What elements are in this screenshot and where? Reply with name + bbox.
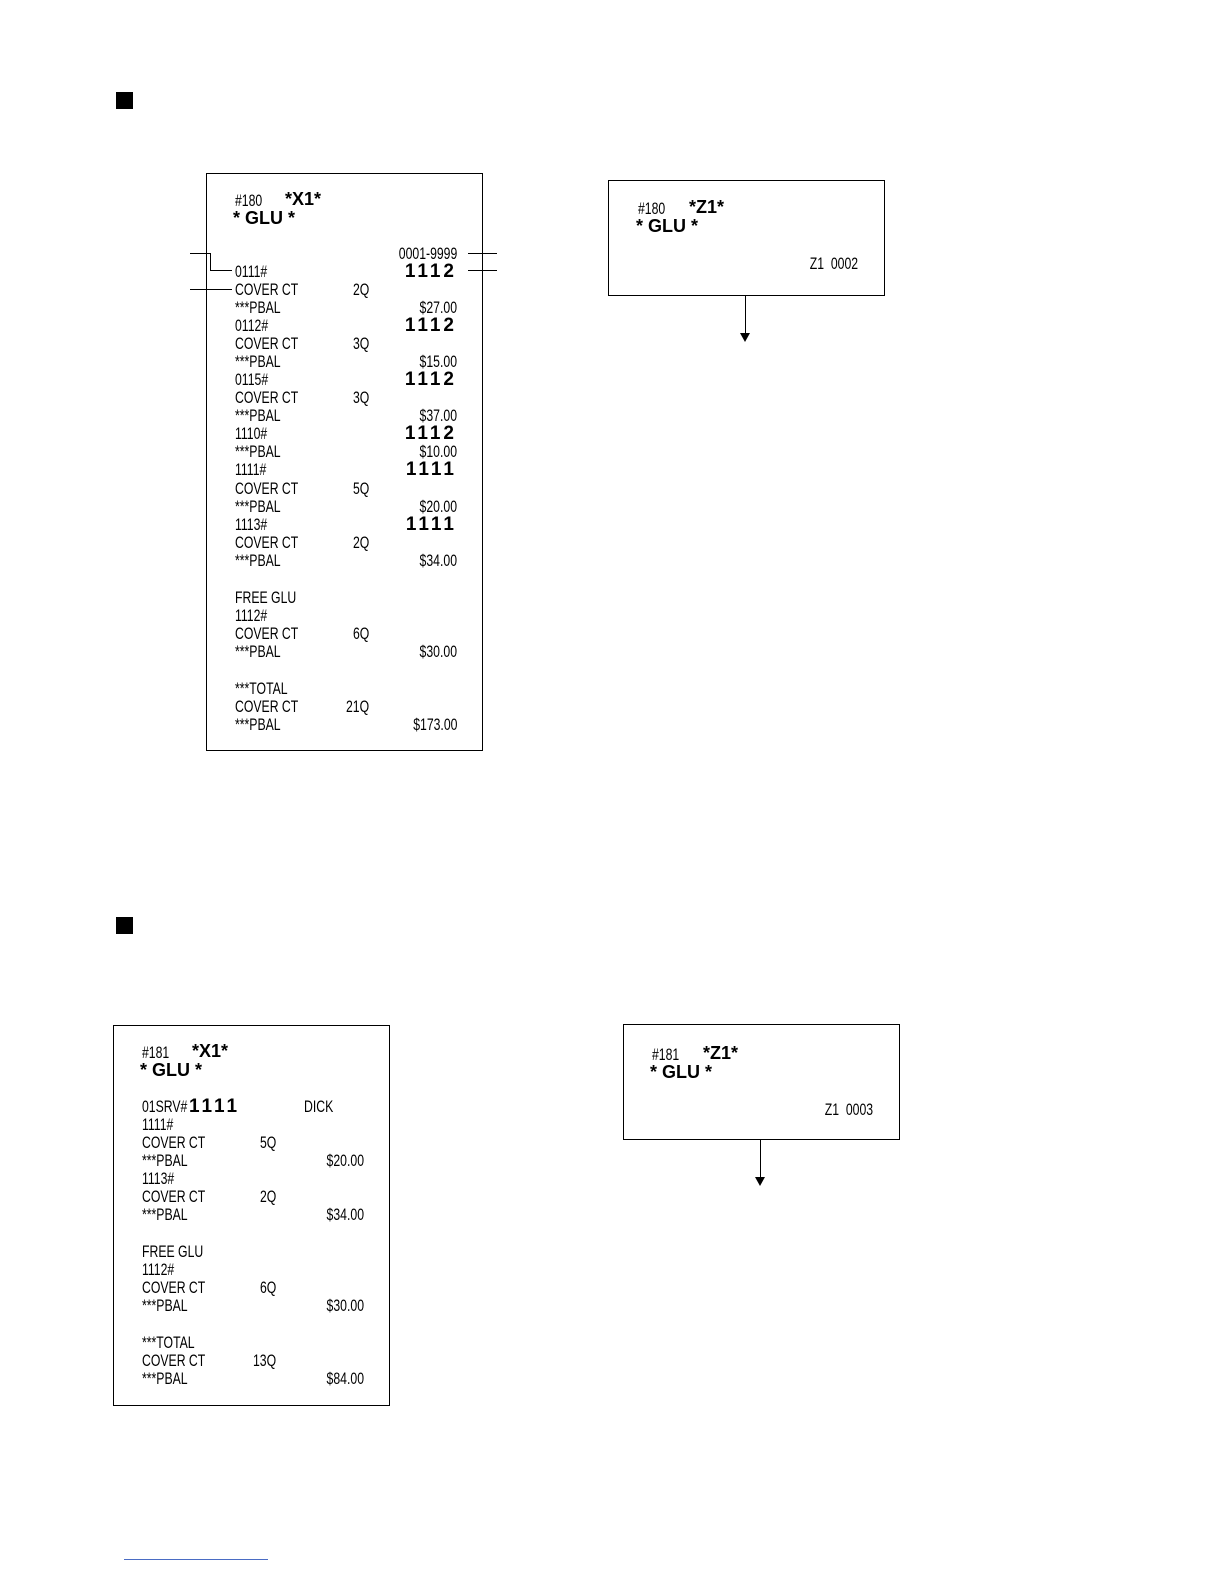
table-number: 1113# [142,1169,175,1188]
cover-count-value: 6Q [353,624,370,643]
z-report-receipt-180 [608,180,885,296]
z-counter: Z1 0002 [809,254,858,273]
report-title: * GLU * [233,208,296,228]
pbal-value: $30.00 [326,1296,364,1315]
cover-count-label: COVER CT [142,1187,206,1206]
pbal-label: ***PBAL [235,352,281,371]
cover-count-value: 3Q [353,388,370,407]
footer-rule [124,1559,268,1560]
free-label: FREE GLU [235,588,297,607]
cover-count-value: 13Q [253,1351,277,1370]
report-number: #181 [142,1043,170,1062]
pbal-value: $10.00 [419,442,457,461]
cover-count-value: 2Q [353,280,370,299]
pbal-value: $30.00 [419,642,457,661]
pbal-value: $34.00 [419,551,457,570]
cover-count-label: COVER CT [142,1351,206,1370]
table-range: 0001-9999 [398,244,457,263]
callout-line [468,270,497,271]
z-report-receipt-181 [623,1024,900,1140]
callout-line [210,253,211,270]
total-label: ***TOTAL [142,1333,195,1352]
cover-count-value: 6Q [260,1278,277,1297]
server-code: 1111 [405,514,457,535]
cover-count-label: COVER CT [235,533,299,552]
server-code: 1111 [189,1096,241,1117]
report-number: #181 [652,1045,680,1064]
cover-count-label: COVER CT [235,388,299,407]
server-code: 1112 [404,315,457,336]
server-code: 1112 [404,261,457,282]
total-label: ***TOTAL [235,679,288,698]
pbal-value: $20.00 [326,1151,364,1170]
table-number: 0115# [235,370,269,389]
pbal-label: ***PBAL [142,1296,188,1315]
table-number: 1113# [235,515,268,534]
pbal-value: $20.00 [419,497,457,516]
report-title: * GLU * [636,216,699,236]
section-1-bullet [116,92,133,109]
table-number: 1111# [235,460,267,479]
cover-count-label: COVER CT [235,479,299,498]
server-code: 1111 [405,459,457,480]
pbal-value: $34.00 [326,1205,364,1224]
arrow-down-icon [740,333,750,342]
report-title: * GLU * [140,1060,203,1080]
arrow-line [760,1140,761,1178]
pbal-value: $173.00 [412,715,457,734]
cover-count-value: 5Q [353,479,370,498]
table-number: 0111# [235,262,268,281]
report-title: * GLU * [650,1062,713,1082]
section-2-bullet [116,917,133,934]
report-mode: *Z1* [703,1043,739,1063]
callout-line [190,289,232,290]
table-number: 1110# [235,424,268,443]
table-number: 0112# [235,316,269,335]
cover-count-value: 3Q [353,334,370,353]
pbal-label: ***PBAL [235,551,281,570]
arrow-down-icon [755,1177,765,1186]
arrow-line [745,296,746,334]
report-number: #180 [638,199,666,218]
z-counter: Z1 0003 [824,1100,873,1119]
callout-line [468,253,497,254]
x-report-receipt-180 [206,173,483,751]
pbal-label: ***PBAL [235,298,281,317]
pbal-label: ***PBAL [235,642,281,661]
pbal-label: ***PBAL [142,1369,188,1388]
pbal-value: $15.00 [419,352,457,371]
cover-count-label: COVER CT [235,697,299,716]
server-prefix: 01SRV# [142,1097,188,1116]
pbal-value: $84.00 [326,1369,364,1388]
pbal-label: ***PBAL [235,442,281,461]
report-mode: *X1* [285,189,322,209]
pbal-label: ***PBAL [235,715,281,734]
cover-count-label: COVER CT [235,280,299,299]
pbal-label: ***PBAL [235,406,281,425]
server-code: 1112 [404,423,457,444]
table-number: 1112# [142,1260,175,1279]
table-number: 1111# [142,1115,174,1134]
report-number: #180 [235,191,263,210]
table-number: 1112# [235,606,268,625]
server-code: 1112 [404,369,457,390]
pbal-label: ***PBAL [142,1205,188,1224]
free-label: FREE GLU [142,1242,204,1261]
callout-line [190,253,211,254]
report-mode: *Z1* [689,197,725,217]
pbal-label: ***PBAL [235,497,281,516]
cover-count-label: COVER CT [235,334,299,353]
cover-count-label: COVER CT [142,1133,206,1152]
cover-count-label: COVER CT [142,1278,206,1297]
server-name: DICK [304,1097,334,1116]
callout-line [210,270,232,271]
pbal-value: $37.00 [419,406,457,425]
report-mode: *X1* [192,1041,229,1061]
cover-count-label: COVER CT [235,624,299,643]
pbal-label: ***PBAL [142,1151,188,1170]
cover-count-value: 2Q [353,533,370,552]
cover-count-value: 2Q [260,1187,277,1206]
cover-count-value: 21Q [346,697,370,716]
cover-count-value: 5Q [260,1133,277,1152]
pbal-value: $27.00 [419,298,457,317]
x-report-receipt-181 [113,1025,390,1406]
